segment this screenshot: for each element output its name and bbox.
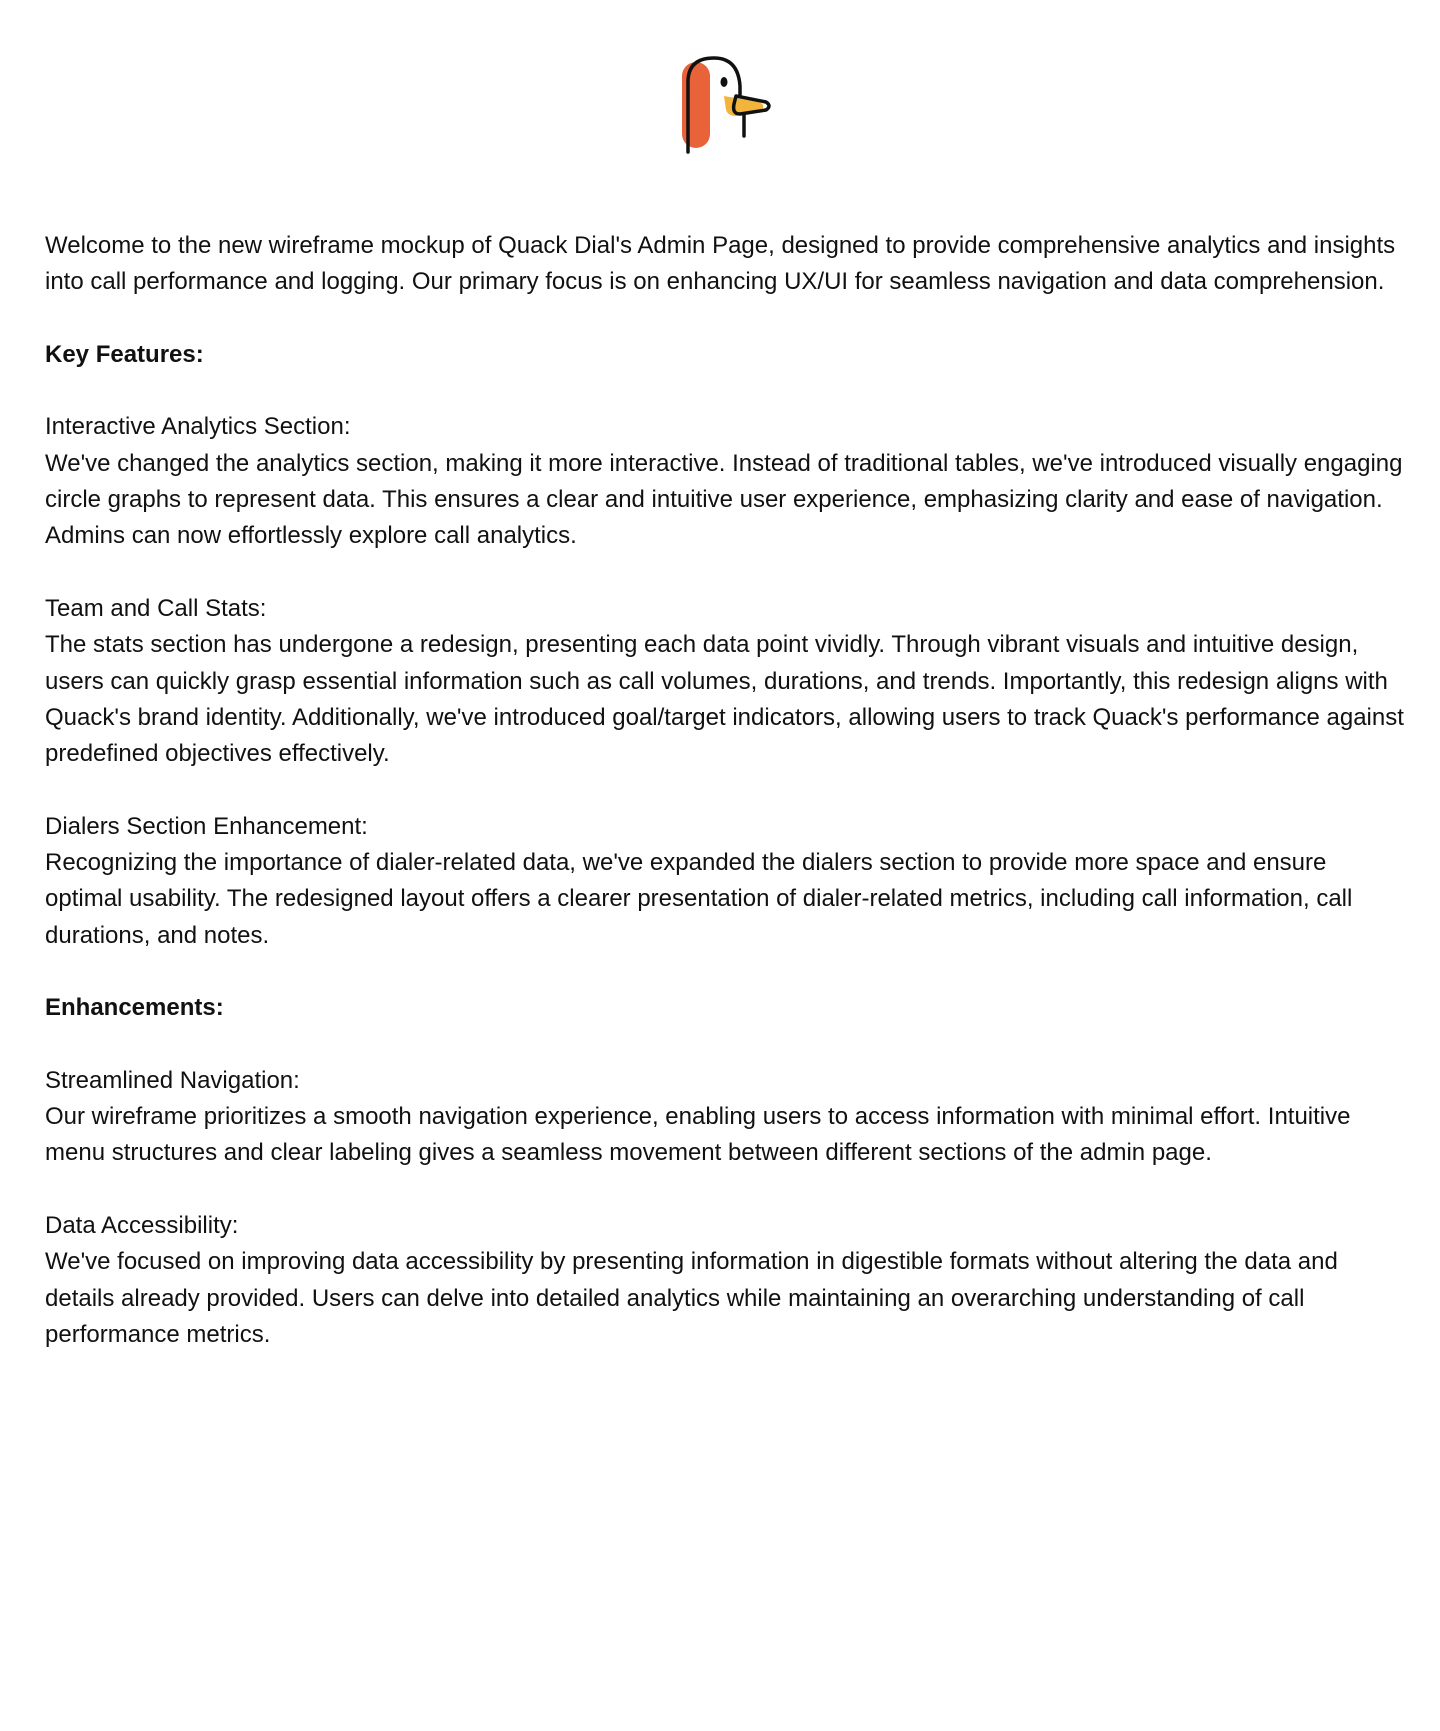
document-body (45, 228, 1405, 1353)
feature-interactive-analytics (45, 409, 1405, 554)
feature-dialers-section (45, 809, 1405, 954)
feature-body: The stats section has undergone a redesign, presenting each data point vividly. Through vibrant visuals and intuitive design, users can quickly grasp essential information such as call volumes, durations, and trends. Importantly, this redesign aligns with Quack's brand identity. Additionally, we've introduced goal/target indicators, allowing users to track Quack's performance against predefined objectives effectively. (45, 631, 1404, 768)
feature-body: We've changed the analytics section, making it more interactive. Instead of traditional tables, we've introduced visually engaging circle graphs to represent data. This ensures a clear and intuitive user experience, emphasizing clarity and ease of navigation. Admins can now effortlessly explore call analytics. (45, 449, 1403, 550)
intro-paragraph: Welcome to the new wireframe mockup of Quack Dial's Admin Page, designed to provide comprehensive analytics and insights into call performance and logging. Our primary focus is on enhancing UX/UI for seamless navigation and data comprehension. (45, 232, 1396, 296)
enhancement-body: We've focused on improving data accessibility by presenting information in digestible formats without altering the data and details already provided. Users can delve into detailed analytics while maintaining an overarching understanding of call performance metrics. (45, 1248, 1338, 1348)
enhancements-heading: Enhancements: (45, 994, 224, 1022)
feature-title: Team and Call Stats: (45, 594, 267, 622)
key-features-heading: Key Features: (45, 340, 204, 368)
duck-logo-icon (680, 52, 776, 156)
feature-team-call-stats (45, 591, 1405, 772)
feature-body: Recognizing the importance of dialer-related data, we've expanded the dialers section to provide more space and ensure optimal usability. The redesigned layout offers a clearer presentation of dialer-related metrics, including call information, call durations, and notes. (45, 849, 1353, 949)
feature-title: Interactive Analytics Section: (45, 413, 351, 441)
duck-logo (680, 52, 776, 156)
feature-title: Dialers Section Enhancement: (45, 812, 368, 840)
enhancement-data-accessibility (45, 1208, 1405, 1353)
enhancement-title: Data Accessibility: (45, 1212, 239, 1240)
enhancement-streamlined-navigation (45, 1063, 1405, 1172)
enhancement-title: Streamlined Navigation: (45, 1066, 300, 1094)
enhancement-body: Our wireframe prioritizes a smooth navigation experience, enabling users to access information with minimal effort. Intuitive menu structures and clear labeling gives a seamless movement between different sections of the admin page. (45, 1103, 1351, 1167)
